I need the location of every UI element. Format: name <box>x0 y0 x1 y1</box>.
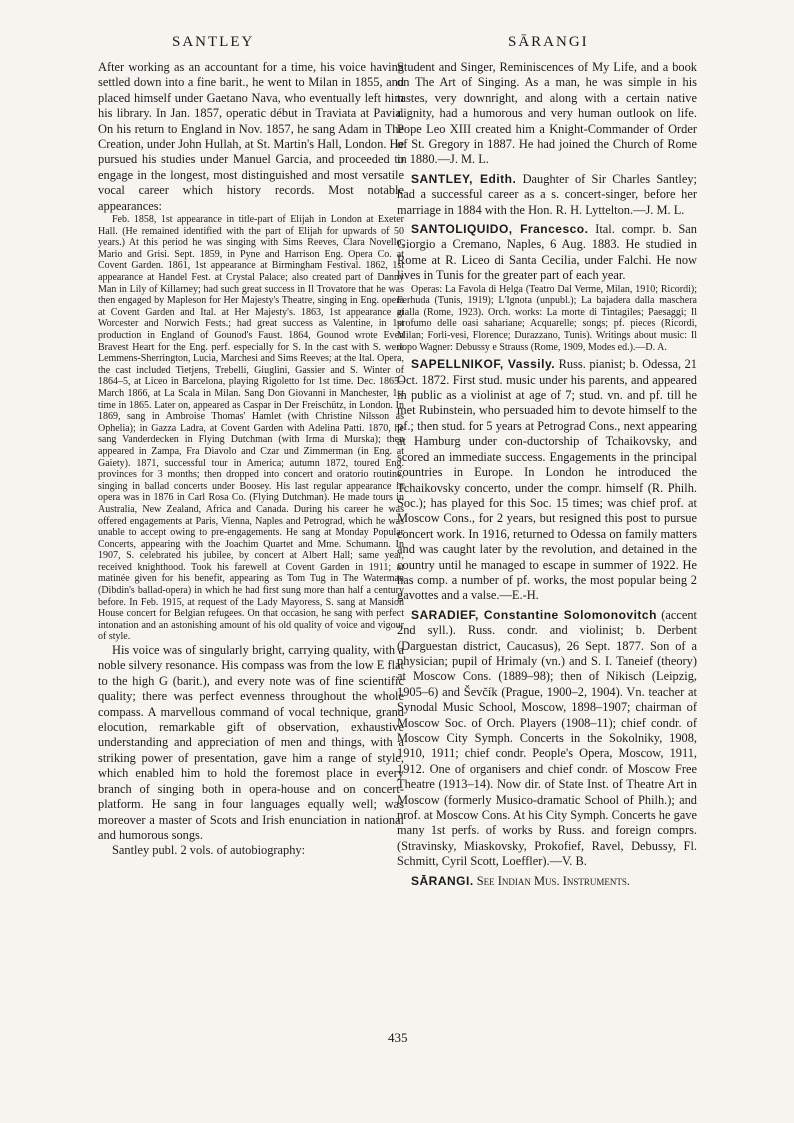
entry-headword: SĀRANGI. <box>411 873 474 888</box>
entry-body: Russ. pianist; b. Odessa, 21 Oct. 1872. First stud. music under his parents, and appeared in public as a violinist at age of 7; stud. vn. and pf. till he met Rubinstein, who persuaded him to devote himself to the pf.; then stud. for 5 years at Petrograd Cons., next appearing at Hamburg under con-ductorship of Tchaikovsky, and scored an immediate success. Engagements in the principal countries in Europe. In London he introduced the Tchaikovsky concerto, under the compr. himself (R. Philh. Soc.); has played for this Soc. 15 times; was chief prof. at Moscow Cons., for 2 years, but resigned this post to pursue concert work. In 1916, returned to Odessa on family matters and was caught later by the revolution, and detained in the country until he managed to escape in summer of 1922. He has comp. a number of pf. works, the most popular being 2 gavottes and a valse.—E.-H. <box>397 357 697 603</box>
entry-sarangi <box>397 874 697 889</box>
running-head-left: SANTLEY <box>172 34 255 50</box>
entry-headword: SANTLEY, Edith. <box>411 171 517 186</box>
entry-body: See Indian Mus. Instruments. <box>476 873 630 888</box>
santley-appearances-paragraph: Feb. 1858, 1st appearance in title-part of Elijah in London at Exeter Hall. (He remained identified with the part of Elijah for upwards of 50 years.) At this period he was singing with Sims Reeves, Clara Novello, Mario and Grisi. Sept. 1859, in Pyne and Harrison Eng. Opera Co. at Covent Garden. 1861, 1st appearance at Birmingham Festival. 1862, 1st appearance at Handel Fest. at Crystal Palace; also created part of Danny Man in Lily of Killarney; had such great success in Il Trovatore that he was then engaged by Mapleson for Her Majesty's Theatre, singing in Eng. opera at Covent Garden and Ital. at Her Majesty's. 1863, 1st appearance at Worcester and Norwich Fests.; had great success as Valentine, in 1st production in England of Gounod's Faust. 1864, Gounod wrote Even Bravest Heart for the Eng. perf. especially for S. In the cast with S. were Lemmens-Sherrington, Lucia, Marchesi and Sims Reeves; at the Ital. Opera, the cast included Tietjens, Trebelli, Giuglini, Gassier and S. Winter of 1864–5, at Liceo in Barcelona, playing Rigoletto for 1st time. Dec. 1865–March 1866, at La Scala in Milan. Sang Don Giovanni in Manchester, 1st time in 1865. Later on, appeared as Caspar in Der Freischütz, in London. In 1869, sang in Ambroise Thomas' Hamlet (with Christine Nilsson as Ophelia); in Gazza Ladra, at Covent Garden with Adelina Patti. 1870, he sang Vanderdecken in Flying Dutchman (with Irma di Murska); then appeared in Zampa, Fra Diavolo and Czar und Zimmerman (in Eng. at Gaiety). 1871, successful tour in America; autumn 1872, toured Eng. provinces for 3 months; then dropped into concert and oratorio routine, singing in ballad concerts under Boosey. His last regular appearance in opera was in 1876 in Carl Rosa Co. (Flying Dutchman). He made tours in Australia, New Zealand, Africa and Canada. During his career he was offered engagements at Paris, Vienna, Naples and Petrograd, which he was unable to accept owing to pre-engagements. He sang at Monday Popular Concerts, appearing with the Joachim Quartet and Mme. Schumann. In 1907, S. celebrated his jubilee, by concert at Albert Hall; same year, received knighthood. Took his farewell at Covent Garden in 1911; at matinée given for his benefit, appearing as Tom Tug in The Waterman (Dibdin's ballad-opera) in which he had first sung more than half a century before. In Feb. 1915, at request of the Lady Mayoress, S. sang at Mansion House concert for Belgian refugees. On that occasion, he sang with perfect intonation and an astonishing amount of his old quality of voice and vigour of style. <box>98 214 404 643</box>
left-column <box>98 60 404 859</box>
santley-autobiography-paragraph: Santley publ. 2 vols. of autobiography: <box>112 843 306 858</box>
entry-headword: SAPELLNIKOF, Vassily. <box>411 357 556 372</box>
page-number: 435 <box>388 1030 408 1045</box>
entry-body: Ital. compr. b. San Giorgio a Cremano, Naples, 6 Aug. 1883. He studied in Rome at R. Liceo di Santa Cecilia, under Falchi. He now lives in Tunis for the greater part of each year. <box>397 222 697 283</box>
entry-headword: SANTOLIQUIDO, Francesco. <box>411 222 589 237</box>
entry-body: Daughter of Sir Charles Santley; had a successful career as a s. concert-singer, before her marriage in 1884 with the Hon. R. H. Lyttelton.—J. M. L. <box>397 171 697 217</box>
santley-career-paragraph: After working as an accountant for a time, his voice having settled down into a fine barit., he went to Milan in 1855, and placed himself under Gaetano Nava, who eventually left him his library. In Jan. 1857, operatic début in Traviata at Pavia. On his return to England in Nov. 1857, he sang Adam in The Creation, under John Hullah, at St. Martin's Hall, London. He pursued his studies under Manuel Garcia, and proceeded to engage in the longest, most distinguished and most versatile vocal career which history records. Most notable appearances: <box>98 60 404 213</box>
entry-headword: SARADIEF, Constantine Solomonovitch <box>411 607 657 622</box>
entry-santoliquido <box>397 222 697 353</box>
running-head-right: SĀRANGI <box>508 34 589 50</box>
entry-santley-edith <box>397 172 697 218</box>
entry-saradief <box>397 608 697 870</box>
santley-voice-paragraph: His voice was of singularly bright, carrying quality, with a noble silvery resonance. His compass was from the low E flat to the high G (barit.), and every note was of fine scientific quality; there was perfect evenness throughout the whole compass. A marvellous command of vocal technique, grand elocution, remarkable gift of observation, exhaustive understanding and appreciation of men and things, with a striking power of presentation, gave him a range of style, which enabled him to hold the foremost place in every branch of singing both in opera-house and on concert-platform. He sang in four languages equally well; was moreover a master of Scots and Irish enunciation in national and humorous songs. <box>98 643 404 842</box>
entry-works-list: Operas: La Favola di Helga (Teatro Dal Verme, Milan, 1910; Ricordi); Ferhuda (Tunis, 1919); L'Ignota (unpubl.); La bajadera dalla maschera gialla (Rome, 1923). Orch. works: La morte di Tintagiles; Paesaggi; Il profumo delle oasi sahariane; Acquarelle; songs; pf. pieces (Ricordi, Milan; Forli-vesi, Florence; Durazzano, Tunis). Writings about music: Il dopo Wagner: Debussy e Strauss (Rome, 1909, Modes ed.).—D. A. <box>397 283 697 353</box>
entry-body: (accent 2nd syll.). Russ. condr. and violinist; b. Derbent (Darguestan district, Caucasus), 26 Sept. 1877. Son of a physician; pupil of Hrimaly (vn.) and S. I. Taneief (theory) at Moscow Cons. (1889–98); then of Nikisch (Leipzig, 1905–6) and Ševčík (Prague, 1900–2, 1904). Vn. teacher at Synodal Music School, Moscow, 1898–1907; chairman of Moscow Soc. of Orch. Players (1908–11); chief condr. of Moscow City Symph. Concerts in the Sokolniky, 1908, 1910, 1911; chief condr. People's Opera, Moscow, 1911, 1912. One of organisers and chief condr. of Moscow Free Theatre (1913–14). Now dir. of State Inst. of Theatre Art in Moscow (formerly Musico-dramatic School of Philh.); and prof. at Moscow Cons. At his City Symph. Concerts he gave many 1st perfs. of works by Russ. and foreign comprs. (Stravinsky, Miaskovsky, Prokofief, Ravel, Debussy, Fl. Schmitt, Cyril Scott, Loeffler).—V. B. <box>397 607 697 869</box>
right-column <box>397 60 697 889</box>
entry-sapellnikof <box>397 357 697 604</box>
santley-continuation-paragraph: Student and Singer, Reminiscences of My Life, and a book on The Art of Singing. As a man, he was simple in his tastes, very downright, and along with a certain native dignity, had a humorous and very human outlook on life. Pope Leo XIII created him a Knight-Commander of Order of St. Gregory in 1887. He had joined the Church of Rome in 1880.—J. M. L. <box>397 60 697 167</box>
